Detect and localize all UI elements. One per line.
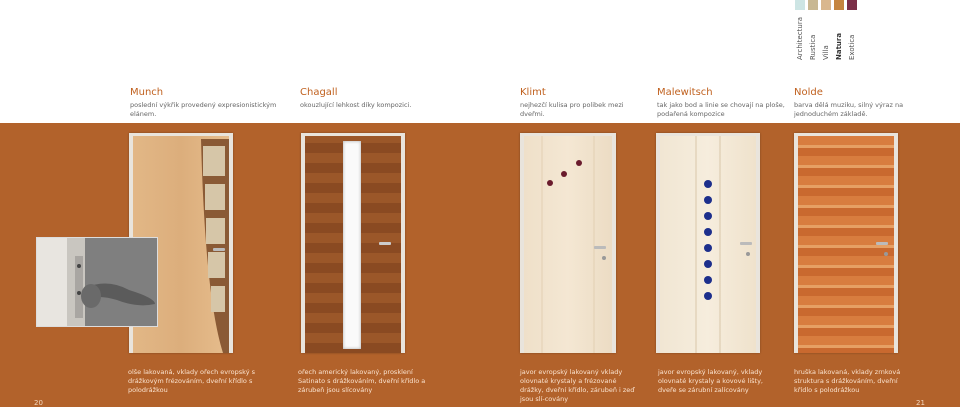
legend-swatch xyxy=(834,0,844,10)
door-caption: hruška lakovaná, vklady zrnková struktura s drážkováním, dveřní křídlo s polodrážkou xyxy=(794,368,901,394)
door-title: Chagall xyxy=(300,87,338,98)
door-image-klimt xyxy=(520,133,616,353)
door-title: Malewitsch xyxy=(657,87,713,98)
door-heading-klimt xyxy=(520,87,650,119)
door-caption: javor evropský lakovaný vklady olovnaté krystaly a frézované drážky, dveřní křídlo, zárubeň i zeď jsou slí-covány xyxy=(520,368,635,403)
door-keyhole xyxy=(884,252,888,256)
door-keyhole xyxy=(602,256,606,260)
legend-item-natura xyxy=(834,0,844,60)
door-image-malewitsch xyxy=(656,133,760,353)
legend-label: Rustica xyxy=(809,34,817,60)
legend-swatch xyxy=(795,0,805,10)
door-caption: javor evropský lakovaný, vklady olovnaté krystaly a kovové lišty, dveře se zárubní zalícovány xyxy=(658,368,763,394)
legend-swatch xyxy=(808,0,818,10)
legend-item-villa xyxy=(821,0,831,60)
door-heading-chagall xyxy=(300,87,450,110)
legend-label: Architectura xyxy=(796,17,804,60)
legend-label: Natura xyxy=(835,32,843,60)
legend-label: Villa xyxy=(822,45,830,60)
door-title: Klimt xyxy=(520,87,546,98)
page-number-left: 20 xyxy=(34,399,43,407)
door-subtitle: nejhezčí kulisa pro polibek mezi dveřmi. xyxy=(520,101,624,118)
door-caption: ořech americký lakovaný, prosklení Satinato s drážkováním, dveřní křídlo a zárubeň jsou slícovány xyxy=(298,368,426,394)
door-handle xyxy=(594,246,606,249)
handle-detail-graphic xyxy=(37,238,157,326)
legend-swatch xyxy=(821,0,831,10)
door-handle xyxy=(213,248,225,251)
door-subtitle: barva dělá muziku, silný výraz na jednoduchém základě. xyxy=(794,101,904,118)
door-handle xyxy=(876,242,888,245)
legend-item-rustica xyxy=(808,0,818,60)
legend-label: Exotica xyxy=(848,34,856,60)
door-title: Munch xyxy=(130,87,164,98)
legend-swatch xyxy=(847,0,857,10)
door-handle xyxy=(379,242,391,245)
glass-strip xyxy=(343,141,361,349)
legend-item-architectura xyxy=(795,0,805,60)
collection-legend xyxy=(795,0,857,60)
door-caption: olše lakovaná, vklady ořech evropský s drážkovým frézováním, dveřní křídlo s polodrážkou xyxy=(128,368,255,394)
door-title: Nolde xyxy=(794,87,823,98)
door-heading-malewitsch xyxy=(657,87,785,119)
door-subtitle: poslední výkřik provedený expresionistickým elánem. xyxy=(130,101,277,118)
crystal-inlays xyxy=(524,136,612,353)
legend-item-exotica xyxy=(847,0,857,60)
door-image-nolde xyxy=(794,133,898,353)
page-number-right: 21 xyxy=(916,399,925,407)
door-image-chagall xyxy=(301,133,405,353)
door-keyhole xyxy=(746,252,750,256)
handle-detail-photo xyxy=(36,237,158,327)
door-heading-munch xyxy=(130,87,280,119)
door-subtitle: okouzlující lehkost díky kompozici. xyxy=(300,101,412,109)
door-handle xyxy=(740,242,752,245)
door-heading-nolde xyxy=(794,87,914,119)
door-subtitle: tak jako bod a linie se chovají na ploše, podařená kompozice xyxy=(657,101,785,118)
